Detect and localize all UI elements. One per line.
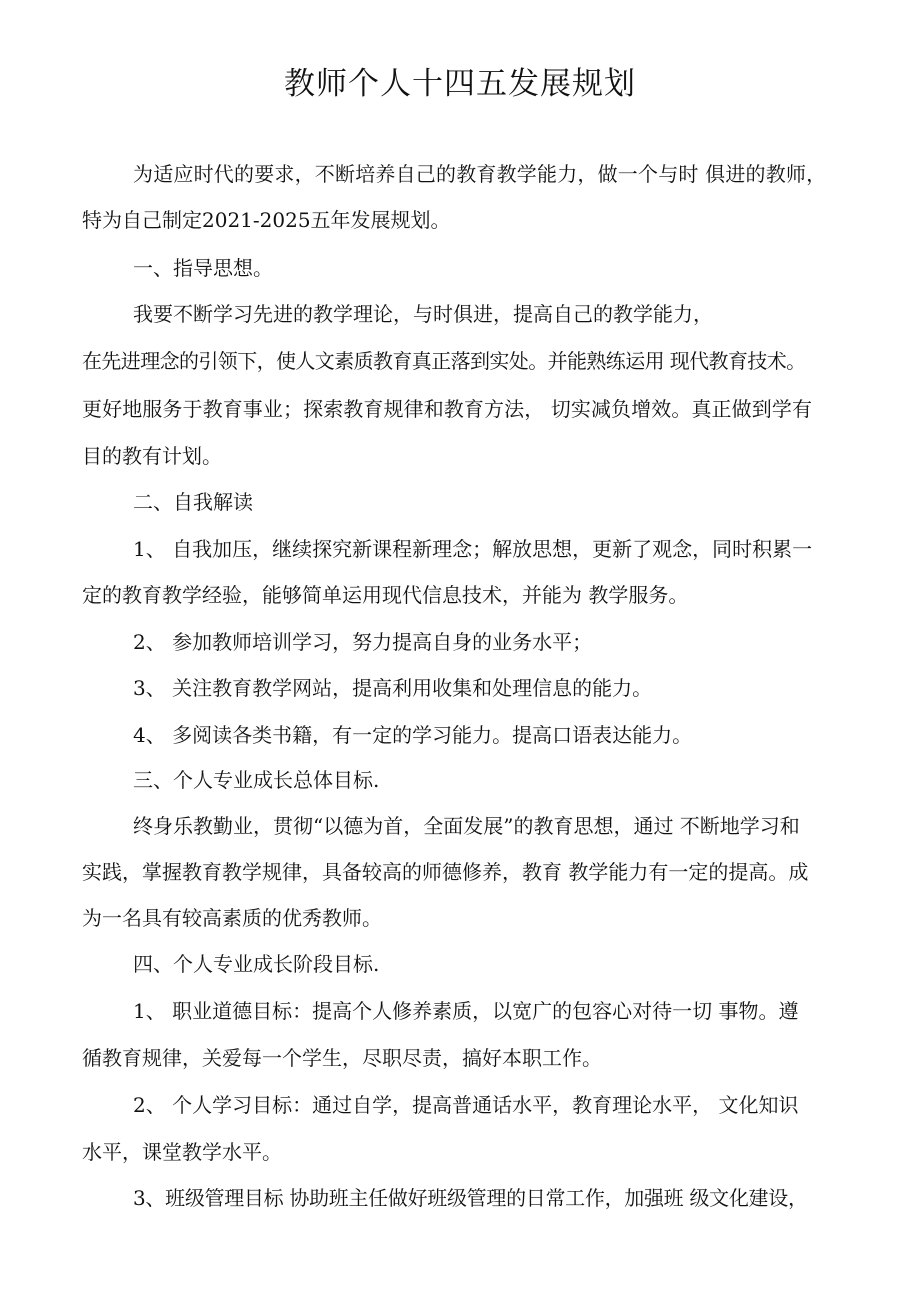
- list-item: 2、 参加教师培训学习，努力提高自身的业务水平；: [133, 630, 593, 654]
- list-item: 2、 个人学习目标：通过自学，提高普通话水平，教育理论水平， 文化知识: [133, 1093, 799, 1117]
- document-title: 教师个人十四五发展规划: [284, 66, 636, 102]
- paragraph-line: 循教育规律，关爱每一个学生，尽职尽责，搞好本职工作。: [82, 1046, 602, 1070]
- list-item: 3、班级管理目标 协助班主任做好班级管理的日常工作，加强班 级文化建设，: [133, 1186, 808, 1210]
- paragraph-line: 为一名具有较高素质的优秀教师。: [82, 906, 382, 930]
- section-heading: 二、自我解读: [133, 490, 253, 514]
- section-heading: 三、个人专业成长总体目标.: [133, 768, 380, 792]
- list-item: 4、 多阅读各类书籍，有一定的学习能力。提高口语表达能力。: [133, 723, 693, 747]
- list-item: 1、 职业道德目标：提高个人修养素质，以宽广的包容心对待一切 事物。遵: [133, 999, 799, 1023]
- paragraph-line: 水平，课堂教学水平。: [82, 1140, 282, 1164]
- section-heading: 四、个人专业成长阶段目标.: [133, 952, 380, 976]
- paragraph-line: 更好地服务于教育事业；探索教育规律和教育方法， 切实减负增效。真正做到学有: [82, 397, 813, 421]
- list-item: 3、 关注教育教学网站，提高利用收集和处理信息的能力。: [133, 676, 653, 700]
- paragraph-line: 目的教有计划。: [82, 444, 222, 468]
- paragraph-line: 为适应时代的要求，不断培养自己的教育教学能力，做一个与时 俱进的教师，: [133, 162, 827, 186]
- paragraph-line: 特为自己制定2021-2025五年发展规划。: [82, 208, 451, 232]
- paragraph-line: 实践，掌握教育教学规律，具备较高的师德修养，教育 教学能力有一定的提高。成: [82, 860, 809, 884]
- paragraph-line: 我要不断学习先进的教学理论，与时俱进，提高自己的教学能力，: [133, 302, 713, 326]
- list-item: 1、 自我加压，继续探究新课程新理念；解放思想，更新了观念，同时积累一: [133, 537, 813, 561]
- paragraph-line: 终身乐教勤业，贯彻“以德为首，全面发展”的教育思想，通过 不断地学习和: [133, 814, 800, 838]
- section-heading: 一、指导思想。: [133, 256, 273, 280]
- paragraph-line: 定的教育教学经验，能够简单运用现代信息技术，并能为 教学服务。: [82, 583, 689, 607]
- paragraph-line: 在先进理念的引领下，使人文素质教育真正落到实处。并能熟练运用 现代教育技术。: [82, 349, 806, 373]
